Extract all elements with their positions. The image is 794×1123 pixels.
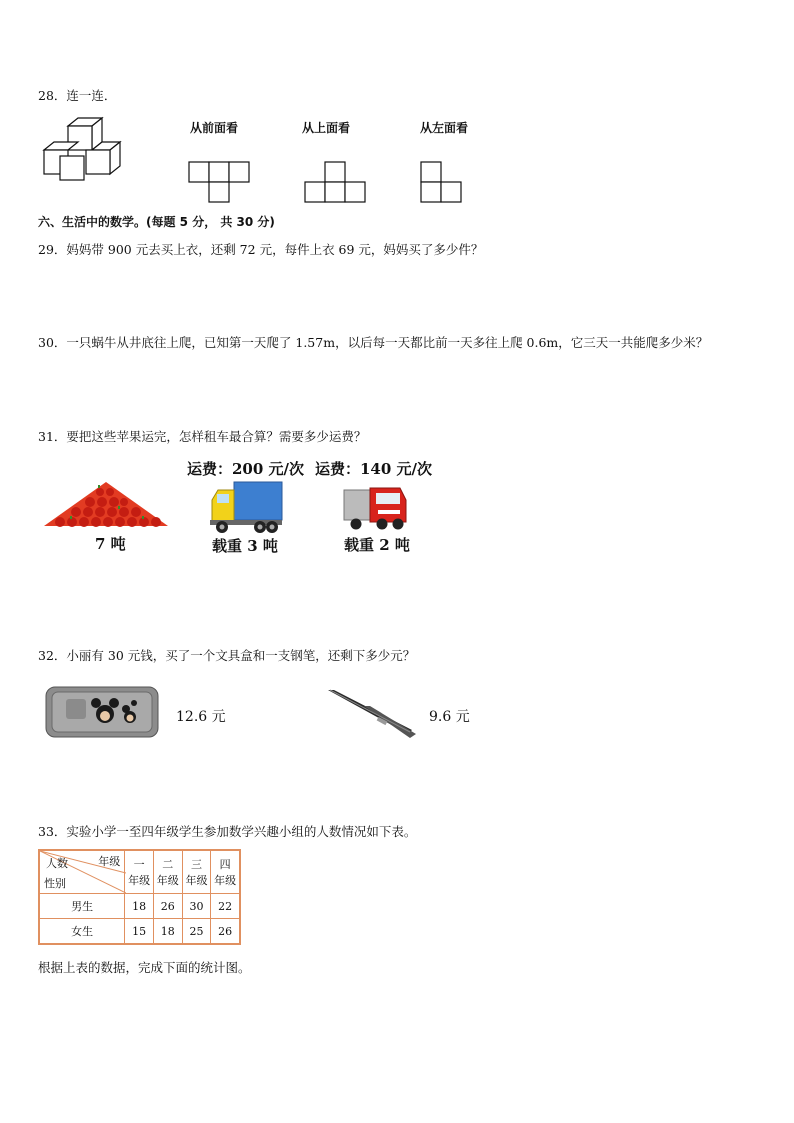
q30-text: 30．一只蜗牛从井底往上爬，已知第一天爬了 1.57m，以后每一天都比前一天多往上爬 0.6m，它三天一共能爬多少米？ bbox=[38, 335, 709, 350]
view-top-label: 从上面看 bbox=[302, 121, 351, 135]
q33-footer: 根据上表的数据，完成下面的统计图。 bbox=[38, 960, 251, 975]
table-cell: 22 bbox=[211, 894, 240, 919]
q31-text: 31．要把这些苹果运完，怎样租车最合算？需要多少运费？ bbox=[38, 429, 367, 444]
q29-text: 29．妈妈带 900 元去买上衣，还剩 72 元，每件上衣 69 元，妈妈买了多少件？ bbox=[38, 242, 484, 257]
table-row bbox=[39, 894, 240, 919]
apple-pile-image bbox=[40, 476, 172, 530]
grade-header-3: 三 年级 bbox=[182, 850, 211, 894]
table-header-row bbox=[39, 850, 240, 894]
table-cell: 26 bbox=[153, 894, 182, 919]
pen-price: 9.6 元 bbox=[429, 709, 470, 725]
grade-header-1: 一 年级 bbox=[125, 850, 154, 894]
truck-small-load: 载重 2 吨 bbox=[344, 536, 410, 554]
apples-weight-label: 7 吨 bbox=[95, 535, 126, 553]
table-corner-cell bbox=[39, 850, 125, 894]
corner-count-label: 人数 bbox=[46, 857, 68, 870]
q32-text: 32．小丽有 30 元钱，买了一个文具盒和一支钢笔，还剩下多少元？ bbox=[38, 648, 416, 663]
pencil-box-image bbox=[44, 683, 160, 739]
table-cell: 15 bbox=[125, 919, 154, 945]
truck-small-fee: 运费：140 元/次 bbox=[315, 460, 433, 478]
row-label-girls: 女生 bbox=[39, 919, 125, 945]
truck-big-image bbox=[208, 480, 284, 536]
table-cell: 18 bbox=[125, 894, 154, 919]
pen-image bbox=[324, 686, 420, 742]
row-label-boys: 男生 bbox=[39, 894, 125, 919]
q28-title: 28．连一连． bbox=[38, 88, 117, 103]
view-left-label: 从左面看 bbox=[420, 121, 469, 135]
stats-table bbox=[38, 849, 241, 945]
truck-big-fee: 运费：200 元/次 bbox=[187, 460, 305, 478]
view-front-label: 从前面看 bbox=[190, 121, 239, 135]
q33-text: 33．实验小学一至四年级学生参加数学兴趣小组的人数情况如下表。 bbox=[38, 824, 417, 839]
corner-gender-label: 性别 bbox=[44, 877, 66, 890]
truck-big-load: 载重 3 吨 bbox=[212, 537, 278, 555]
left-view-shape bbox=[418, 158, 464, 206]
table-cell: 30 bbox=[182, 894, 211, 919]
table-row bbox=[39, 919, 240, 945]
front-view-shape bbox=[186, 158, 252, 206]
grade-header-4: 四 年级 bbox=[211, 850, 240, 894]
cube-stack-figure bbox=[40, 112, 125, 184]
table-cell: 18 bbox=[153, 919, 182, 945]
pencil-box-price: 12.6 元 bbox=[176, 709, 226, 725]
grade-header-2: 二 年级 bbox=[153, 850, 182, 894]
table-cell: 26 bbox=[211, 919, 240, 945]
corner-grade-label: 年级 bbox=[98, 855, 121, 868]
top-view-shape bbox=[302, 158, 368, 206]
table-cell: 25 bbox=[182, 919, 211, 945]
section-heading: 六、生活中的数学。(每题 5 分， 共 30 分) bbox=[38, 215, 275, 229]
truck-small-image bbox=[342, 484, 408, 532]
